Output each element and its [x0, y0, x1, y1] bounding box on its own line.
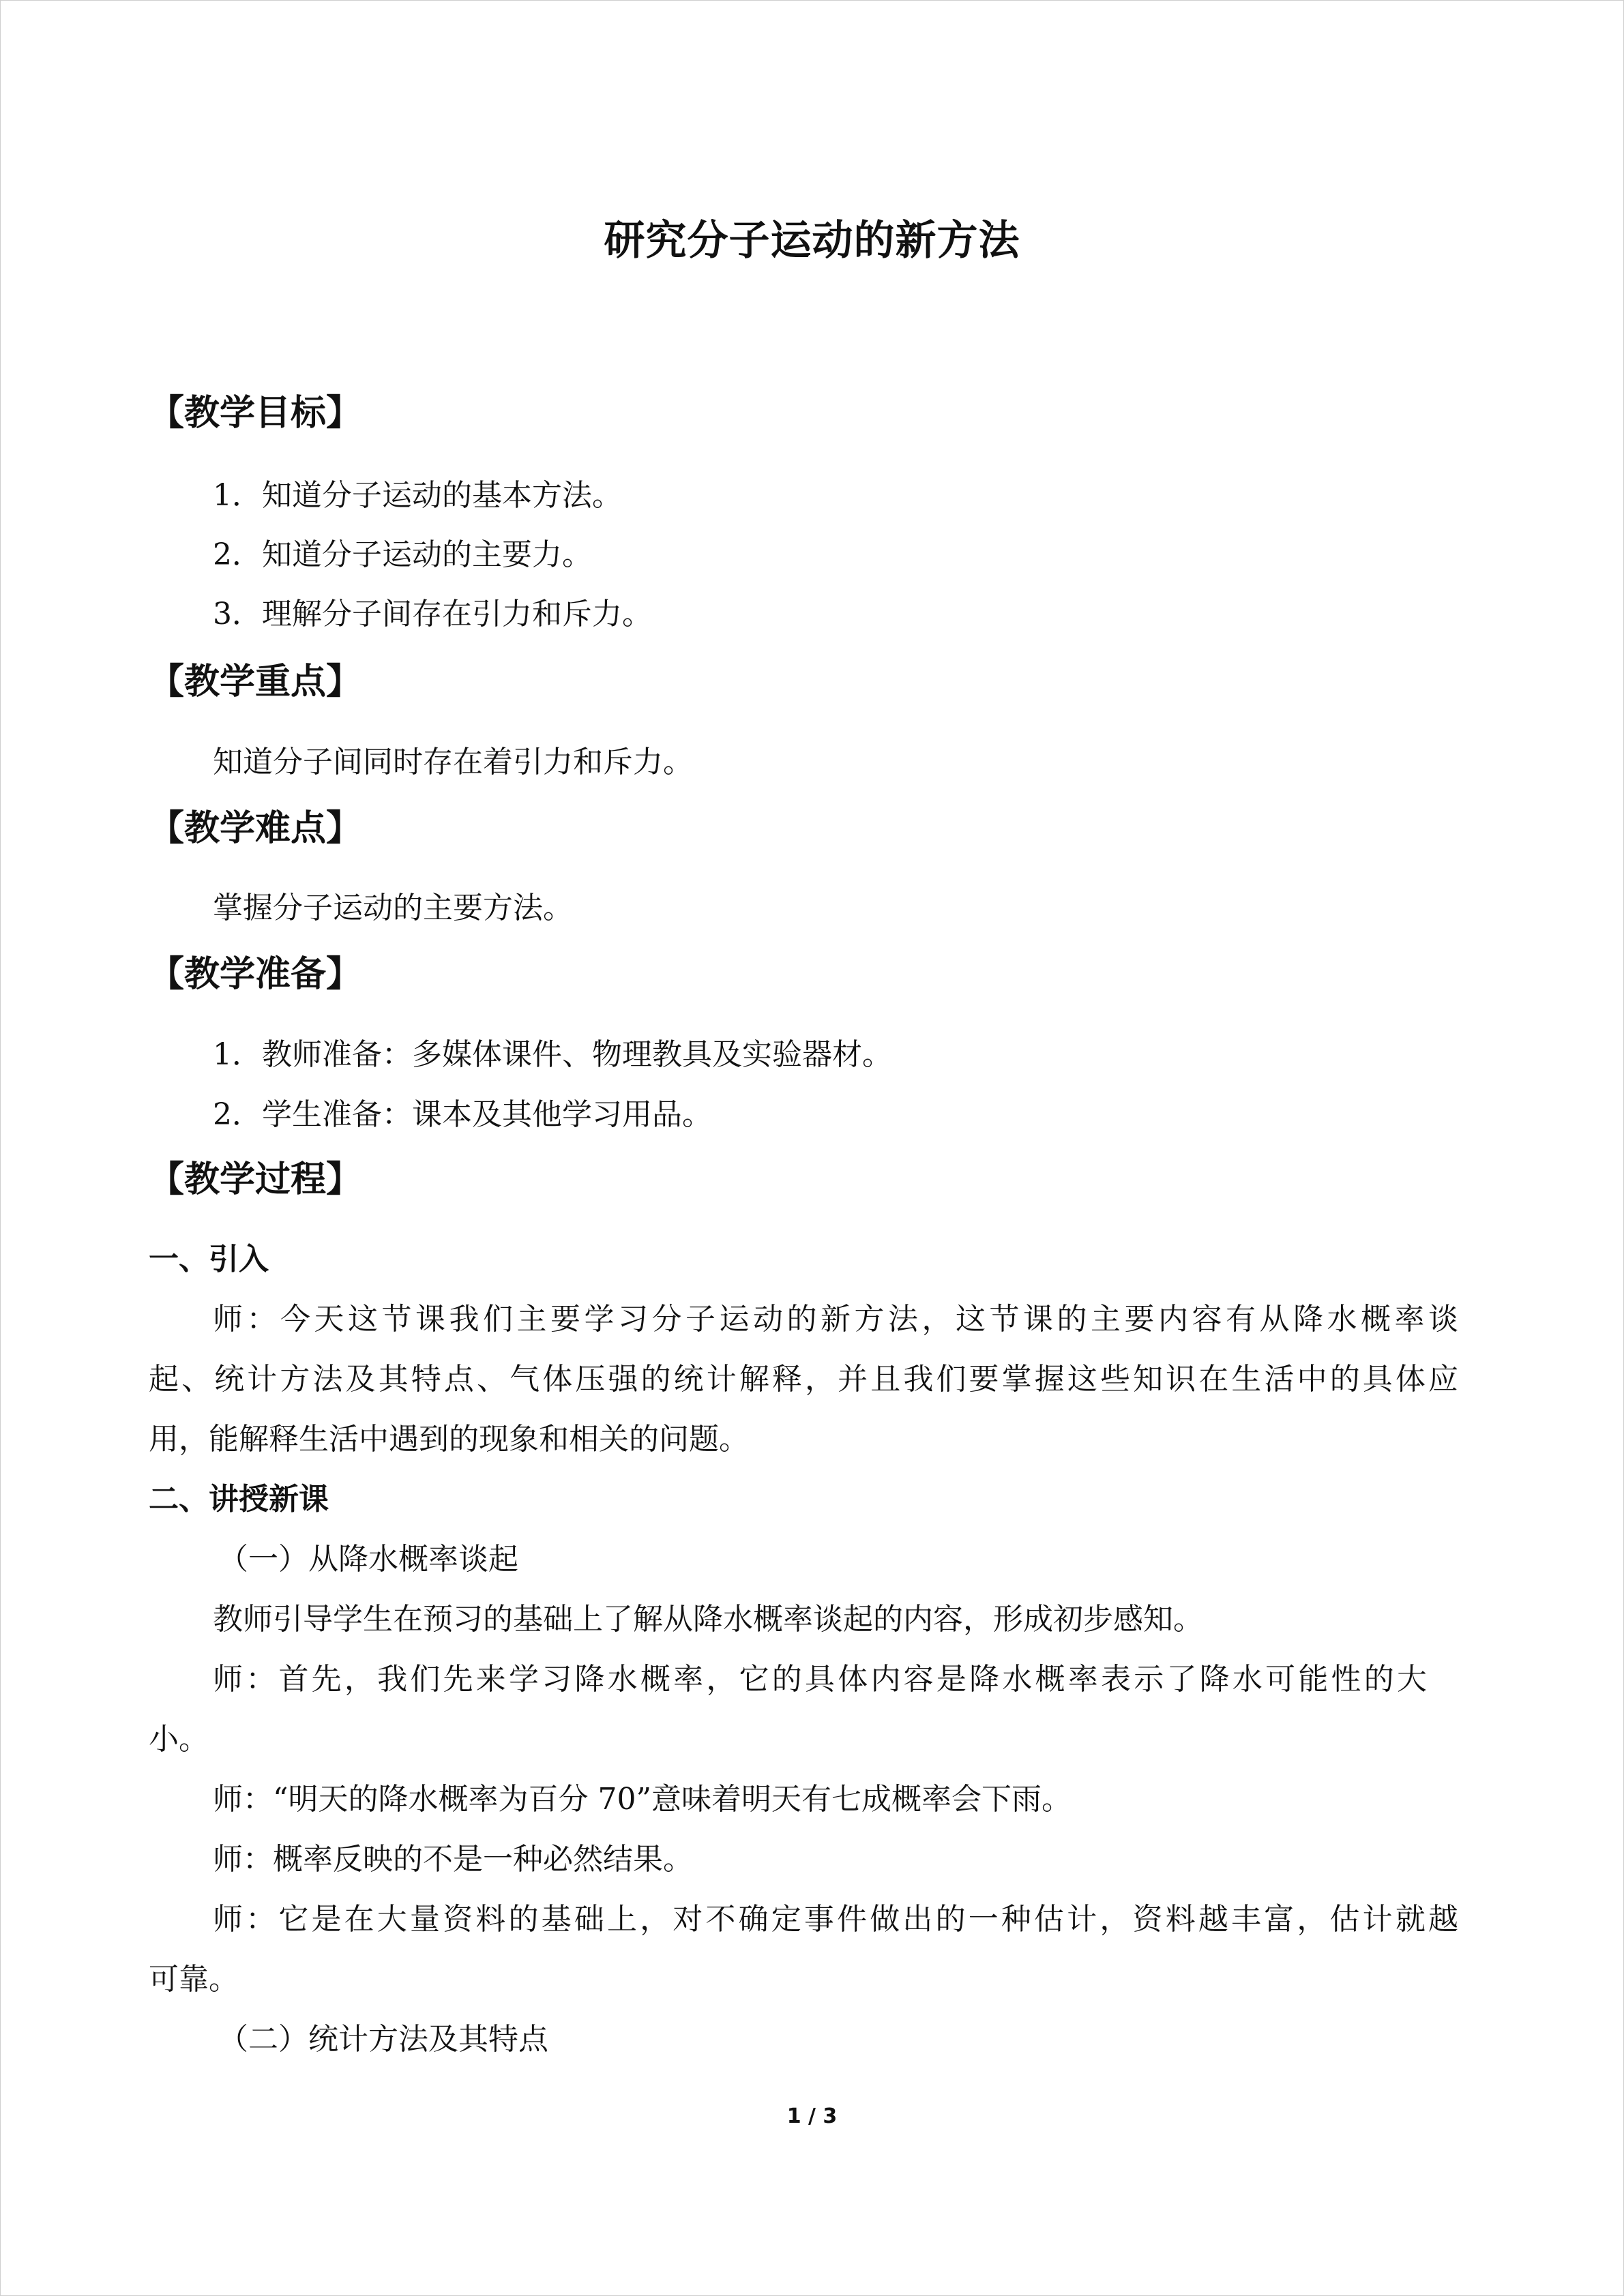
intro-line: 师：今天这节课我们主要学习分子运动的新方法，这节课的主要内容有从降水概率谈	[213, 1302, 1458, 1337]
part1-title: （一）从降水概率谈起	[218, 1542, 518, 1577]
part1-line: 师：首先，我们先来学习降水概率，它的具体内容是降水概率表示了降水可能性的大	[213, 1662, 1427, 1697]
section-heading-objectives: 【教学目标】	[149, 393, 362, 434]
new-lesson-heading: 二、讲授新课	[149, 1482, 329, 1517]
part1-line: 可靠。	[149, 1962, 239, 1997]
objective-item: 2．知道分子运动的主要力。	[213, 537, 592, 572]
section-heading-process: 【教学过程】	[149, 1159, 362, 1200]
part1-line: 师：它是在大量资料的基础上，对不确定事件做出的一种估计，资料越丰富，估计就越	[213, 1902, 1458, 1937]
page-number: 1 / 3	[786, 2104, 838, 2128]
intro-line: 用，能解释生活中遇到的现象和相关的问题。	[149, 1422, 749, 1457]
part1-line: 师：概率反映的不是一种必然结果。	[213, 1842, 693, 1877]
page-title: 研究分子运动的新方法	[604, 217, 1020, 265]
part2-title: （二）统计方法及其特点	[218, 2022, 548, 2057]
intro-line: 起、统计方法及其特点、气体压强的统计解释，并且我们要掌握这些知识在生活中的具体应	[149, 1362, 1458, 1397]
part1-line: 小。	[149, 1722, 209, 1757]
key-points-text: 知道分子间同时存在着引力和斥力。	[213, 745, 693, 779]
intro-heading: 一、引入	[149, 1242, 269, 1277]
objective-item: 1．知道分子运动的基本方法。	[213, 478, 622, 513]
difficulties-text: 掌握分子运动的主要方法。	[213, 891, 573, 925]
preparation-item: 1．教师准备：多媒体课件、物理教具及实验器材。	[213, 1037, 892, 1072]
section-heading-key-points: 【教学重点】	[149, 661, 362, 702]
objective-item: 3．理解分子间存在引力和斥力。	[213, 597, 652, 631]
preparation-item: 2．学生准备：课本及其他学习用品。	[213, 1097, 712, 1132]
part1-line: 师：“明天的降水概率为百分 70”意味着明天有七成概率会下雨。	[213, 1782, 1072, 1817]
section-heading-preparation: 【教学准备】	[149, 954, 362, 995]
section-heading-difficulties: 【教学难点】	[149, 808, 362, 849]
part1-line: 教师引导学生在预习的基础上了解从降水概率谈起的内容，形成初步感知。	[213, 1602, 1203, 1637]
